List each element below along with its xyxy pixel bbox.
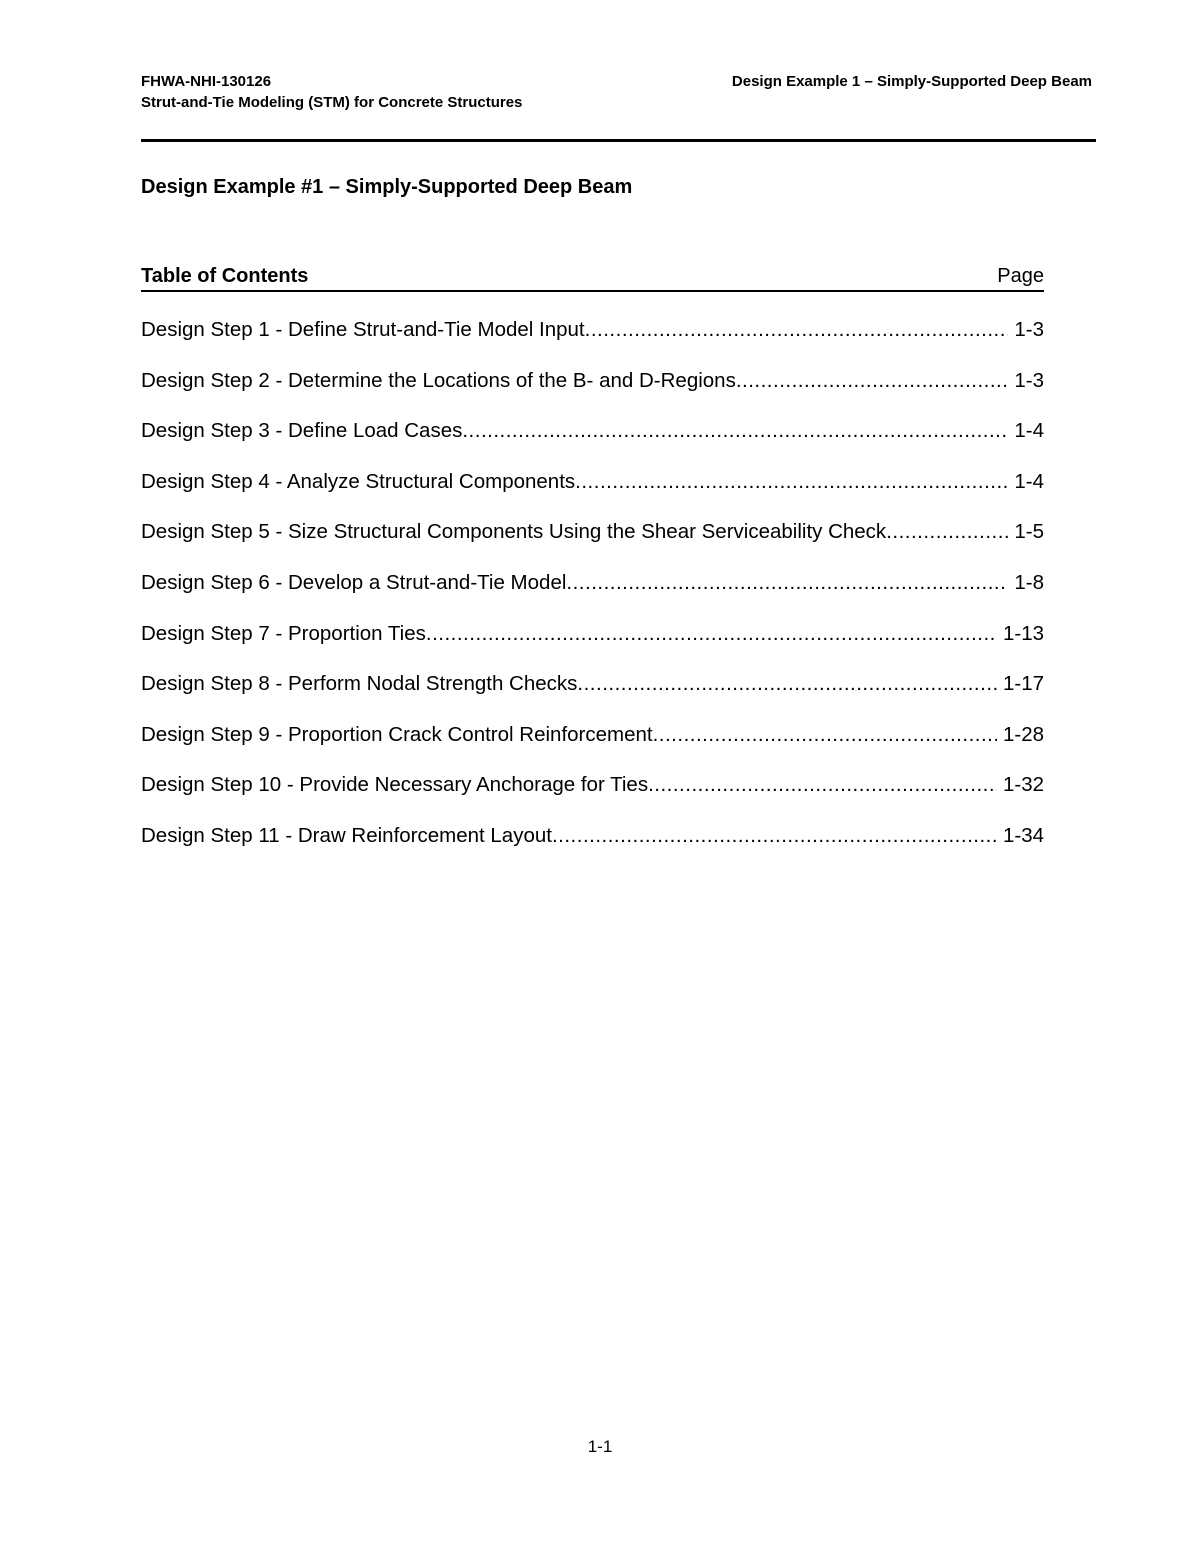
dot-leader (575, 468, 1008, 496)
toc-entry-text: Design Step 3 - Define Load Cases (141, 419, 463, 443)
dot-leader (426, 620, 997, 648)
dot-leader (552, 822, 997, 850)
toc-entry (141, 367, 1044, 418)
toc-entry-page: 1-4 (1014, 419, 1044, 443)
document-subtitle: Strut-and-Tie Modeling (STM) for Concrete Structures (141, 94, 523, 111)
toc-heading: Table of Contents (141, 265, 309, 287)
toc-entry-text: Design Step 11 - Draw Reinforcement Layout (141, 823, 552, 847)
toc-entry-page: 1-3 (1014, 368, 1044, 392)
dot-leader (566, 569, 1008, 597)
dot-leader (653, 721, 997, 749)
toc-entry-text: Design Step 4 - Analyze Structural Components (141, 469, 576, 493)
toc-entry-text: Design Step 6 - Develop a Strut-and-Tie Model (141, 570, 567, 594)
toc-entry-text: Design Step 2 - Determine the Locations of the B- and D-Regions (141, 368, 736, 392)
toc-header (141, 264, 1044, 292)
toc-page-label: Page (997, 265, 1044, 287)
running-header-left (141, 71, 522, 113)
toc-entry (141, 771, 1044, 822)
toc-entry (141, 670, 1044, 721)
header-divider (141, 139, 1096, 142)
toc-entry-page: 1-5 (1014, 520, 1044, 544)
toc-entry (141, 569, 1044, 620)
toc-entry-text: Design Step 5 - Size Structural Components Using the Shear Serviceability Check (141, 520, 887, 544)
page-title: Design Example #1 – Simply-Supported Deep Beam (141, 176, 633, 198)
toc-entry-page: 1-17 (1002, 672, 1044, 696)
document-id: FHWA-NHI-130126 (141, 73, 272, 90)
toc-entry-text: Design Step 9 - Proportion Crack Control Reinforcement (141, 722, 653, 746)
toc-entry (141, 620, 1044, 671)
toc-entry-page: 1-3 (1014, 318, 1044, 341)
toc-entry-page: 1-8 (1014, 570, 1044, 594)
dot-leader (648, 771, 997, 799)
toc-entry-page: 1-34 (1002, 823, 1044, 847)
running-header-right (732, 71, 1092, 92)
toc-entry (141, 417, 1044, 468)
toc-entry-page: 1-4 (1014, 469, 1044, 493)
toc-entry-text: Design Step 1 - Define Strut-and-Tie Model Input (141, 318, 585, 341)
dot-leader (736, 367, 1009, 395)
page-number: 1-1 (587, 1437, 613, 1456)
toc-entry (141, 721, 1044, 772)
toc-entry (141, 468, 1044, 519)
toc-list (141, 316, 1044, 873)
toc-entry-page: 1-13 (1002, 621, 1044, 645)
toc-entry (141, 316, 1044, 367)
toc-entry-text: Design Step 10 - Provide Necessary Anchorage for Ties (141, 773, 649, 797)
toc-entry-page: 1-28 (1002, 722, 1044, 746)
dot-leader (585, 316, 1009, 344)
dot-leader (886, 518, 1008, 546)
toc-entry (141, 518, 1044, 569)
section-title: Design Example 1 – Simply-Supported Deep Beam (731, 73, 1092, 90)
toc-entry-page: 1-32 (1002, 773, 1044, 797)
toc-entry-text: Design Step 7 - Proportion Ties (141, 621, 426, 645)
dot-leader (577, 670, 997, 698)
toc-entry-text: Design Step 8 - Perform Nodal Strength Checks (141, 672, 578, 696)
dot-leader (462, 417, 1008, 445)
toc-entry (141, 822, 1044, 873)
